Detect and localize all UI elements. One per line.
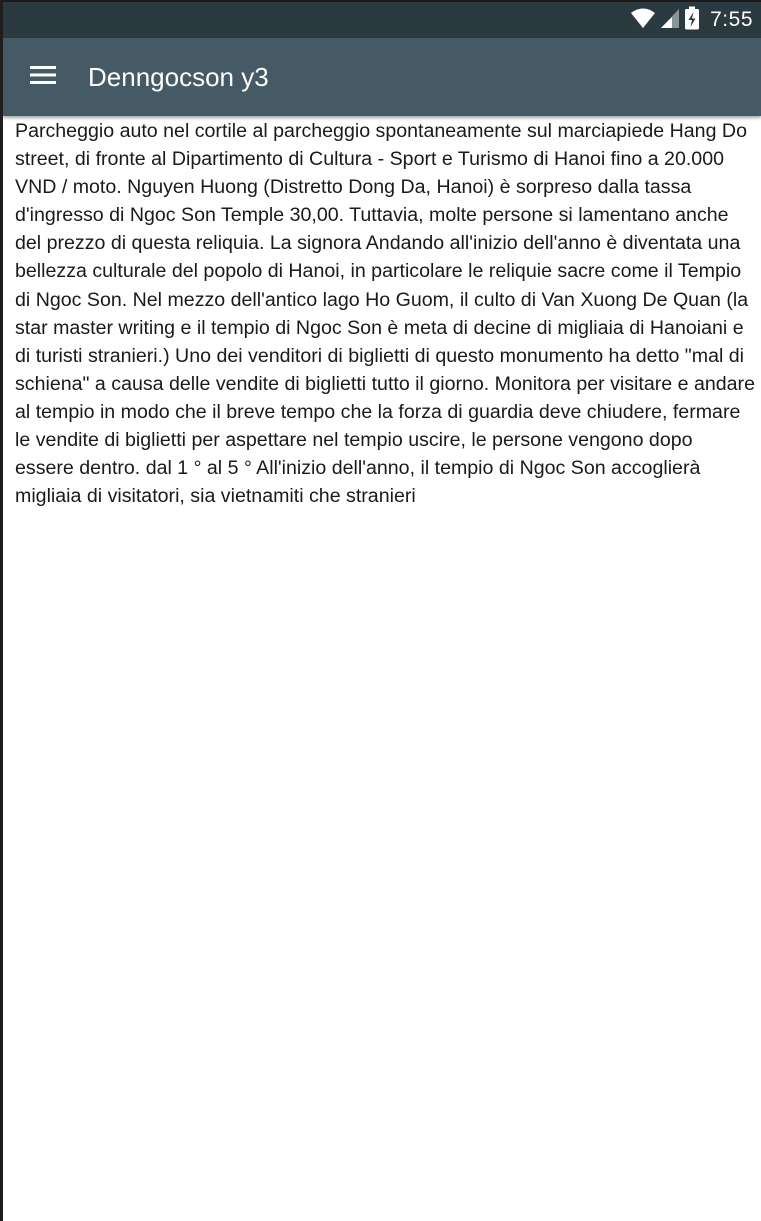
signal-icon	[660, 7, 680, 34]
navigation-menu-button[interactable]	[25, 59, 61, 95]
status-time: 7:55	[710, 8, 753, 31]
article-content	[15, 117, 755, 510]
article-body: Parcheggio auto nel cortile al parcheggio spontaneamente sul marciapiede Hang Do street, di fronte al Dipartimento di Cultura - Sport e Turismo di Hanoi fino a 20.000 VND / moto. Nguyen Huong (Distretto Dong Da, Hanoi) è sorpreso dalla tassa d'ingresso di Ngoc Son Temple 30,00. Tuttavia, molte persone si lamentano anche del prezzo di questa reliquia. La signora Andando all'inizio dell'anno è diventata una bellezza culturale del popolo di Hanoi, in particolare le reliquie sacre come il Tempio di Ngoc Son. Nel mezzo dell'antico lago Ho Guom, il culto di Van Xuong De Quan (la star master writing e il tempio di Ngoc Son è meta di decine di migliaia di Hanoiani e di turisti stranieri.) Uno dei venditori di biglietti di questo monumento ha detto "mal di schiena" a causa delle vendite di biglietti tutto il giorno. Monitora per visitare e andare al tempio in modo che il breve tempo che la forza di guardia deve chiudere, fermare le vendite di biglietti per aspettare nel tempio uscire, le persone vengono dopo essere dentro. dal 1 ° al 5 ° All'inizio dell'anno, il tempio di Ngoc Son accoglierà migliaia di visitatori, sia vietnamiti che stranieri	[15, 120, 755, 508]
battery-charging-icon	[684, 6, 700, 35]
status-icons	[630, 2, 753, 38]
status-bar	[3, 0, 761, 38]
wifi-icon	[630, 7, 656, 34]
app-bar	[3, 38, 761, 116]
hamburger-menu-icon	[30, 65, 56, 90]
app-title: Denngocson y3	[88, 62, 269, 92]
